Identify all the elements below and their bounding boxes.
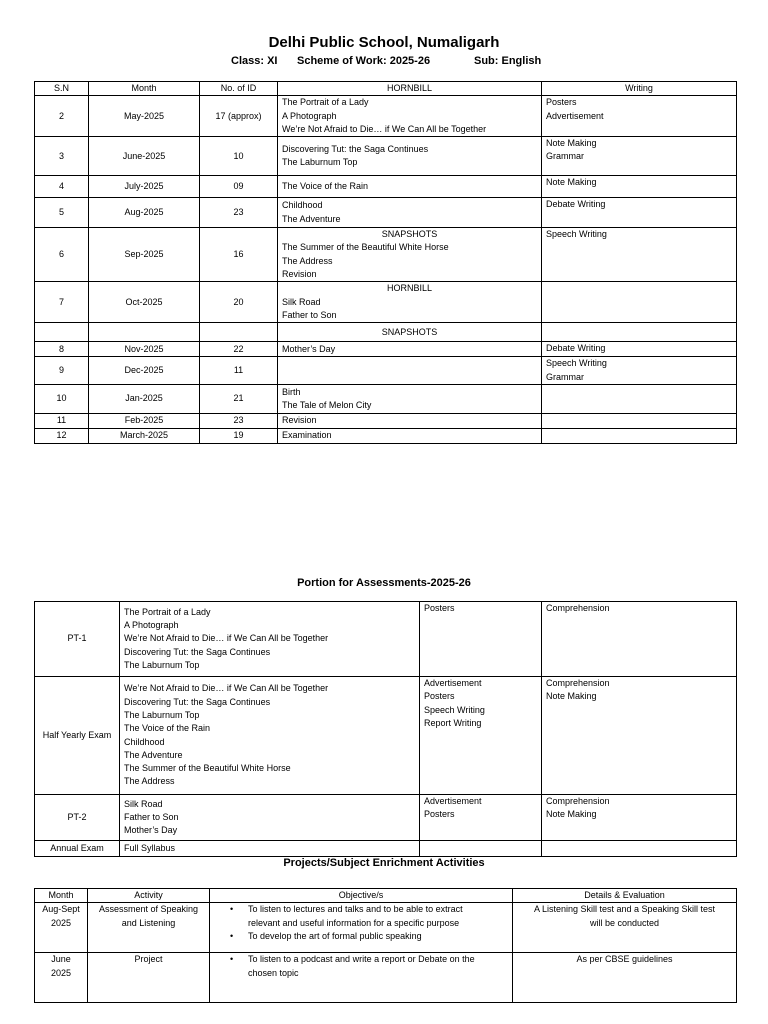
writing-item: Note Making	[546, 177, 597, 188]
project-activity-cell	[88, 903, 210, 953]
sn-cell: 2	[35, 96, 89, 137]
table-row	[35, 96, 737, 137]
writing-cell	[542, 228, 737, 282]
sn-cell: 12	[35, 428, 89, 443]
project-details-cell	[513, 953, 737, 1003]
id-count-cell: 16	[200, 228, 278, 282]
exam-writing-cell	[420, 841, 542, 857]
project-objectives-cell	[210, 903, 513, 953]
lesson-item: Silk Road	[124, 798, 163, 809]
lesson-item: Discovering Tut: the Saga Continues	[124, 646, 271, 657]
column-header: Objective/s	[210, 889, 513, 903]
month-cell: Nov-2025	[89, 342, 200, 357]
table-row	[35, 795, 737, 841]
lesson-item: Revision	[282, 415, 317, 426]
exam-reading-cell	[542, 602, 737, 677]
lesson-item: Examination	[282, 430, 332, 441]
activity-line: Assessment of Speaking	[98, 904, 199, 915]
writing-cell	[542, 342, 737, 357]
lesson-item: A Photograph	[282, 110, 337, 121]
lesson-item: We’re Not Afraid to Die… if We Can All be Together	[124, 633, 329, 644]
writing-cell	[542, 413, 737, 428]
lesson-item: The Address	[124, 776, 175, 787]
column-header: HORNBILL	[278, 82, 542, 96]
id-count-cell	[200, 323, 278, 342]
table-header-row	[35, 889, 737, 903]
table-row	[35, 841, 737, 857]
lessons-cell	[278, 198, 542, 228]
lesson-item: The Tale of Melon City	[282, 399, 372, 410]
lesson-item: The Portrait of a Lady	[124, 606, 211, 617]
writing-item: Posters	[424, 691, 455, 702]
school-title: Delhi Public School, Numaligarh	[268, 34, 500, 51]
exam-name-cell: Half Yearly Exam	[35, 677, 120, 795]
lessons-cell	[278, 96, 542, 137]
lesson-item: The Summer of the Beautiful White Horse	[282, 242, 449, 253]
book-heading: SNAPSHOTS	[381, 229, 438, 240]
details-line: As per CBSE guidelines	[576, 954, 673, 965]
table-row	[35, 282, 737, 323]
writing-item: Grammar	[546, 151, 584, 162]
month-cell: Dec-2025	[89, 357, 200, 385]
lesson-item: The Laburnum Top	[124, 659, 200, 670]
column-header: Details & Evaluation	[513, 889, 737, 903]
lesson-item: We’re Not Afraid to Die… if We Can All be Together	[124, 683, 329, 694]
objective-line: chosen topic	[248, 967, 299, 978]
writing-cell	[542, 323, 737, 342]
lessons-cell	[278, 357, 542, 385]
sn-cell: 11	[35, 413, 89, 428]
writing-item: Speech Writing	[424, 704, 485, 715]
writing-item: Grammar	[546, 371, 584, 382]
objective-item	[210, 930, 508, 943]
lesson-item: The Portrait of a Lady	[282, 97, 369, 108]
lesson-item: The Adventure	[124, 749, 183, 760]
month-line: Aug-Sept	[42, 904, 80, 915]
exam-lessons-cell	[120, 602, 420, 677]
lessons-cell	[278, 428, 542, 443]
id-count-cell: 11	[200, 357, 278, 385]
objective-line: • To develop the art of formal public speaking	[248, 930, 422, 941]
lesson-item: Childhood	[282, 200, 323, 211]
sn-cell: 6	[35, 228, 89, 282]
table-row	[35, 413, 737, 428]
month-cell: Aug-2025	[89, 198, 200, 228]
sn-cell	[35, 323, 89, 342]
id-count-cell: 23	[200, 413, 278, 428]
reading-item: Comprehension	[546, 678, 610, 688]
writing-item: Posters	[424, 809, 455, 820]
book-heading: HORNBILL	[386, 283, 432, 294]
id-count-cell: 19	[200, 428, 278, 443]
table-row	[35, 176, 737, 198]
exam-lessons-cell	[120, 841, 420, 857]
assessments-title: Portion for Assessments-2025-26	[297, 577, 471, 589]
activity-line: Project	[134, 954, 163, 965]
column-header: Writing	[542, 82, 737, 96]
lesson-item: Mother’s Day	[124, 825, 178, 836]
sn-cell: 5	[35, 198, 89, 228]
lesson-item: Birth	[282, 386, 301, 397]
writing-item: Advertisement	[424, 678, 482, 688]
projects-table	[34, 888, 737, 1003]
month-cell: Sep-2025	[89, 228, 200, 282]
writing-item: Posters	[546, 97, 577, 108]
table-row	[35, 602, 737, 677]
writing-item: Speech Writing	[546, 358, 607, 369]
lessons-cell	[278, 323, 542, 342]
lesson-item: Discovering Tut: the Saga Continues	[124, 696, 271, 707]
exam-name-cell: PT-1	[35, 602, 120, 677]
id-count-cell: 20	[200, 282, 278, 323]
month-cell	[89, 323, 200, 342]
lessons-cell	[278, 342, 542, 357]
column-header: Month	[89, 82, 200, 96]
sn-cell: 8	[35, 342, 89, 357]
project-month-cell	[35, 903, 88, 953]
objective-item	[210, 953, 508, 980]
project-month-cell	[35, 953, 88, 1003]
exam-writing-cell	[420, 602, 542, 677]
writing-item: Advertisement	[546, 110, 604, 121]
lesson-item: The Laburnum Top	[282, 157, 358, 168]
lesson-item: We’re Not Afraid to Die… if We Can All be Together	[282, 123, 487, 134]
assessments-table	[34, 601, 737, 857]
table-row	[35, 228, 737, 282]
reading-item: Note Making	[546, 691, 597, 702]
exam-reading-cell	[542, 795, 737, 841]
lessons-cell	[278, 228, 542, 282]
column-header: Activity	[88, 889, 210, 903]
writing-item: Report Writing	[424, 717, 482, 728]
column-header: S.N	[35, 82, 89, 96]
objective-line: • To listen to lectures and talks and to be able to extract	[248, 904, 463, 915]
table-row	[35, 953, 737, 1003]
writing-item: Speech Writing	[546, 229, 607, 240]
lessons-cell	[278, 137, 542, 176]
lesson-item: Full Syllabus	[124, 842, 176, 853]
month-cell: March-2025	[89, 428, 200, 443]
writing-cell	[542, 428, 737, 443]
objectives-list	[210, 903, 508, 943]
id-count-cell: 09	[200, 176, 278, 198]
project-objectives-cell	[210, 953, 513, 1003]
writing-item: Debate Writing	[546, 343, 606, 354]
exam-writing-cell	[420, 795, 542, 841]
writing-cell	[542, 176, 737, 198]
class-label: Class: XI	[231, 55, 278, 67]
lesson-item: Father to Son	[282, 309, 337, 320]
writing-cell	[542, 357, 737, 385]
lesson-item: Father to Son	[124, 811, 179, 822]
writing-item: Debate Writing	[546, 199, 606, 210]
sn-cell: 10	[35, 384, 89, 413]
writing-item: Posters	[424, 603, 455, 613]
table-row	[35, 342, 737, 357]
lessons-cell	[278, 282, 542, 323]
lessons-cell	[278, 176, 542, 198]
table-row	[35, 323, 737, 342]
writing-item: Advertisement	[424, 796, 482, 806]
month-cell: Oct-2025	[89, 282, 200, 323]
lesson-item: Discovering Tut: the Saga Continues	[282, 143, 429, 154]
lesson-item: The Laburnum Top	[124, 709, 200, 720]
table-row	[35, 384, 737, 413]
projects-title: Projects/Subject Enrichment Activities	[283, 857, 485, 869]
lesson-item: Childhood	[124, 736, 165, 747]
month-cell: May-2025	[89, 96, 200, 137]
lesson-item: Revision	[282, 269, 317, 280]
table-row	[35, 198, 737, 228]
details-line: will be conducted	[589, 917, 660, 928]
project-activity-cell	[88, 953, 210, 1003]
lesson-item: Silk Road	[282, 296, 321, 307]
month-cell: Feb-2025	[89, 413, 200, 428]
lessons-cell	[278, 413, 542, 428]
writing-cell	[542, 137, 737, 176]
id-count-cell: 22	[200, 342, 278, 357]
table-row	[35, 428, 737, 443]
writing-item: Note Making	[546, 138, 597, 149]
lesson-item: The Address	[282, 255, 333, 266]
book-heading: SNAPSHOTS	[381, 326, 438, 337]
writing-cell	[542, 96, 737, 137]
table-row	[35, 137, 737, 176]
objective-line: relevant and useful information for a specific purpose	[248, 917, 460, 928]
lesson-item: The Voice of the Rain	[124, 723, 211, 734]
month-line: 2025	[50, 967, 72, 978]
id-count-cell: 21	[200, 384, 278, 413]
lesson-item: The Voice of the Rain	[282, 181, 369, 192]
column-header: Month	[35, 889, 88, 903]
sn-cell: 4	[35, 176, 89, 198]
lesson-item: Mother’s Day	[282, 343, 336, 354]
month-cell: June-2025	[89, 137, 200, 176]
objective-item	[210, 903, 508, 930]
scheme-of-work-table	[34, 81, 737, 444]
month-cell: July-2025	[89, 176, 200, 198]
month-line: June	[51, 954, 71, 965]
reading-item: Comprehension	[546, 603, 610, 613]
table-header-row	[35, 82, 737, 96]
details-line: A Listening Skill test and a Speaking Skill test	[533, 904, 716, 915]
lesson-item: The Adventure	[282, 213, 341, 224]
month-cell: Jan-2025	[89, 384, 200, 413]
column-header: No. of ID	[200, 82, 278, 96]
lesson-item: A Photograph	[124, 620, 179, 631]
id-count-cell: 10	[200, 137, 278, 176]
writing-cell	[542, 384, 737, 413]
objectives-list	[210, 953, 508, 980]
scheme-label: Scheme of Work: 2025-26	[297, 55, 431, 67]
sn-cell: 7	[35, 282, 89, 323]
table-row	[35, 677, 737, 795]
reading-item: Comprehension	[546, 796, 610, 806]
exam-reading-cell	[542, 841, 737, 857]
writing-cell	[542, 198, 737, 228]
project-details-cell	[513, 903, 737, 953]
exam-name-cell: PT-2	[35, 795, 120, 841]
table-row	[35, 903, 737, 953]
month-line: 2025	[50, 917, 72, 928]
lessons-cell	[278, 384, 542, 413]
exam-reading-cell	[542, 677, 737, 795]
lesson-item: The Summer of the Beautiful White Horse	[124, 763, 291, 774]
sn-cell: 9	[35, 357, 89, 385]
exam-name-cell: Annual Exam	[35, 841, 120, 857]
writing-cell	[542, 282, 737, 323]
sn-cell: 3	[35, 137, 89, 176]
table-row	[35, 357, 737, 385]
subject-label: Sub: English	[474, 55, 542, 67]
exam-lessons-cell	[120, 795, 420, 841]
id-count-cell: 17 (approx)	[200, 96, 278, 137]
exam-writing-cell	[420, 677, 542, 795]
activity-line: and Listening	[121, 917, 176, 928]
objective-line: • To listen to a podcast and write a report or Debate on the	[248, 954, 475, 965]
id-count-cell: 23	[200, 198, 278, 228]
reading-item: Note Making	[546, 809, 597, 820]
exam-lessons-cell	[120, 677, 420, 795]
